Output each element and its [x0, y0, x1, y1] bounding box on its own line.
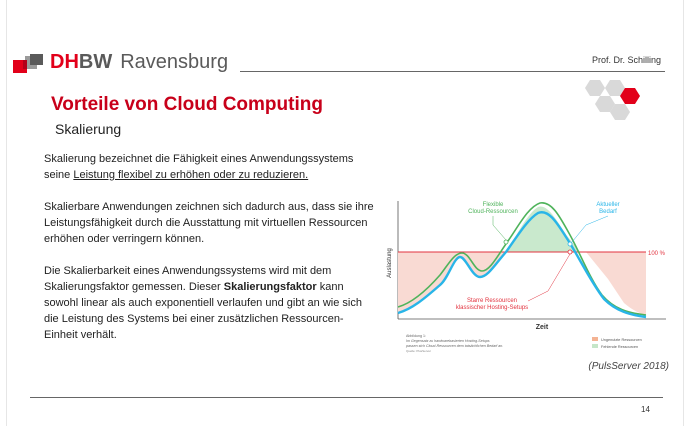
scaling-chart: [376, 195, 676, 375]
paragraph-scaling-factor: [44, 263, 374, 343]
x-axis-label: Zeit: [535, 324, 549, 331]
logo-city: Ravensburg: [120, 51, 229, 73]
figure-caption-line3: passen sich Cloud-Ressourcen dem tatsächlichen Bedarf an.: [406, 344, 504, 348]
static-marker: [568, 250, 572, 254]
author-label: Prof. Dr. Schilling: [591, 55, 661, 65]
demand-label-line1: Aktueller: [596, 202, 620, 208]
figure-caption-line1: Abbildung 1:: [406, 334, 426, 338]
flexible-leader-line: [493, 216, 506, 240]
static-leader-line: [528, 254, 570, 301]
header-divider: [240, 71, 665, 72]
scaling-factor-term: Skalierungsfaktor: [223, 281, 317, 293]
reference-100-label: 100 %: [648, 251, 666, 257]
page-number: 14: [641, 405, 650, 414]
static-label-line1: Starre Ressourcen: [466, 298, 518, 304]
figure-caption-line4: Quelle: PlusServer: [406, 349, 432, 353]
legend-unused-swatch: [592, 337, 598, 341]
paragraph-scaling-factor-after: kann sowohl linear als auch exponentiell verlaufen und gibt an wie sich die Leistung des Systems bei einer zusätzlichen Ressourcen-Einheit verhält.: [44, 281, 362, 341]
demand-label-line2: Bedarf: [599, 209, 617, 215]
demand-marker: [568, 242, 572, 246]
static-label-line2: klassischer Hosting-Setups: [455, 305, 529, 311]
figure-caption-line2: Im Gegensatz zu hardwarebasierten Hosting-Setups: [406, 339, 490, 343]
paragraph-scalable-apps: Skalierbare Anwendungen zeichnen sich dadurch aus, dass sie ihre Leistungsfähigkeit durch die Ausstattung mit virtuellen Ressourcen erhöhen oder verringern können.: [44, 201, 374, 245]
slide-title: Vorteile von Cloud Computing: [51, 94, 323, 115]
legend-unused-label: Ungenutzte Ressourcen: [601, 338, 642, 342]
paragraph-definition: [44, 151, 394, 183]
paragraph-definition-line1: Skalierung bezeichnet die Fähigkeit eines Anwendungssystems: [44, 153, 354, 165]
paragraph-scaling-factor-before: Die Skalierbarkeit eines Anwendungssystems wird mit dem Skalierungsfaktor gemessen. Dieser: [44, 265, 332, 293]
demand-leader-line: [572, 216, 608, 242]
flexible-label-line2: Cloud-Ressourcen: [468, 209, 518, 215]
paragraph-definition-line2: [44, 167, 394, 183]
paragraph-definition-prefix: seine: [44, 169, 74, 181]
source-citation: (PulsServer 2018): [588, 361, 669, 372]
legend-missing-swatch: [592, 344, 598, 348]
underlined-phrase: Leistung flexibel zu erhöhen oder zu reduzieren.: [73, 169, 309, 181]
logo-text: [50, 51, 228, 73]
dhbw-logo-mark-icon: [13, 54, 43, 73]
hexagon-decoration-icon: [580, 78, 640, 126]
legend-missing-label: Fehlende Ressourcen: [601, 345, 639, 349]
cloud-marker: [504, 240, 508, 244]
logo-dh: DH: [50, 51, 79, 73]
logo-bw: BW: [78, 51, 113, 73]
footer-divider: [30, 397, 663, 398]
slide-subtitle: Skalierung: [55, 121, 122, 137]
flexible-label-line1: Flexible: [482, 202, 504, 208]
y-axis-label: Auslastung: [387, 248, 393, 278]
